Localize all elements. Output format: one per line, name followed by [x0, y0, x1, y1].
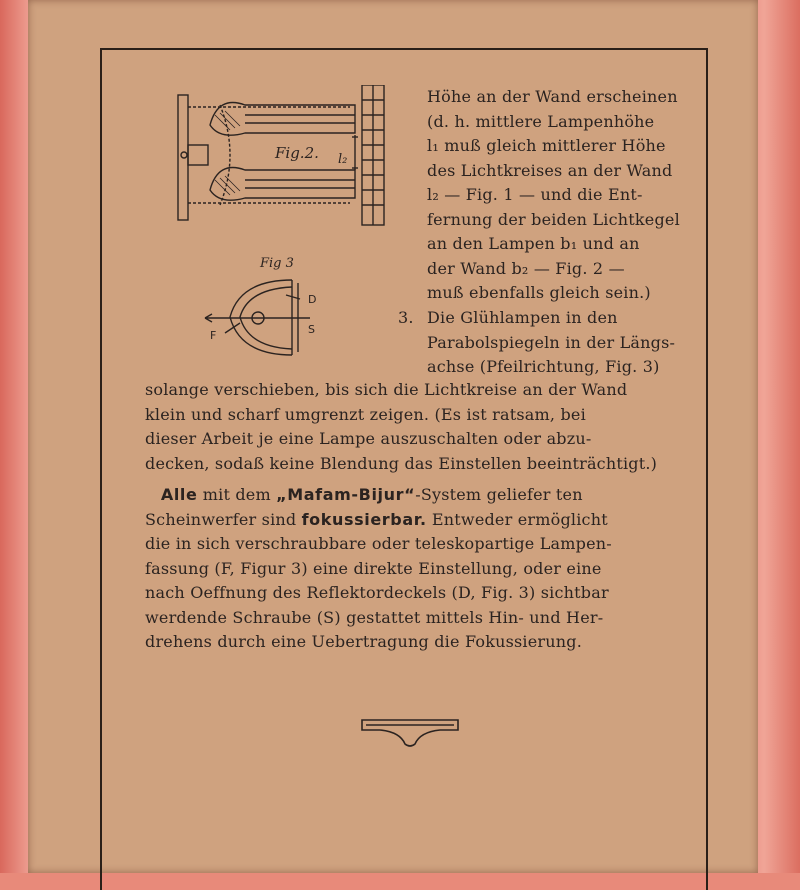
- text-line: Höhe an der Wand erscheinen: [427, 87, 678, 106]
- figure-2-diagram: [150, 85, 395, 230]
- text-line: des Lichtkreises an der Wand: [427, 160, 673, 180]
- figure-3-label: Fig 3: [260, 256, 294, 271]
- text-line: [145, 508, 685, 533]
- text-line: achse (Pfeilrichtung, Fig. 3): [427, 357, 660, 376]
- text-line: l₂ — Fig. 1 — und die Ent-: [427, 185, 643, 204]
- figure-3-letter-d: D: [308, 293, 317, 306]
- text-line: die in sich verschraubbare oder teleskopartige Lampen-: [145, 534, 612, 553]
- text-line: Parabolspiegeln in der Längs-: [427, 332, 676, 352]
- text-line: drehens durch eine Uebertragung die Fokussierung.: [145, 632, 583, 651]
- full-width-paragraph: [145, 378, 685, 476]
- text-fragment: Scheinwerfer sind: [145, 509, 302, 529]
- brand-name: „Mafam-Bijur“: [276, 485, 416, 504]
- text-line: l₁ muß gleich mittlerer Höhe: [427, 136, 666, 155]
- text-fragment: Entweder ermöglicht: [426, 509, 608, 529]
- text-fragment: -System geliefer ten: [415, 485, 583, 504]
- right-column-text: [427, 85, 682, 306]
- text-line: dieser Arbeit je eine Lampe auszuschalten oder abzu-: [145, 429, 592, 448]
- figure-2-l2-label: l₂: [338, 152, 348, 167]
- ornament-icon: [360, 716, 460, 750]
- text-line: Die Glühlampen in den: [427, 308, 618, 327]
- text-fragment: mit dem: [197, 485, 277, 504]
- list-item-number: 3.: [398, 308, 414, 327]
- text-line: an den Lampen b₁ und an: [427, 234, 640, 253]
- text-line: (d. h. mittlere Lampenhöhe: [427, 111, 655, 131]
- figure-3-diagram: [200, 255, 320, 365]
- figure-2-label: Fig.2.: [275, 144, 319, 162]
- text-line: solange verschieben, bis sich die Lichtkreise an der Wand: [145, 380, 628, 399]
- text-line: klein und scharf umgrenzt zeigen. (Es ist ratsam, bei: [145, 404, 586, 424]
- bold-word-alle: Alle: [160, 485, 198, 504]
- text-line: fassung (F, Figur 3) eine direkte Einstellung, oder eine: [145, 558, 602, 578]
- figure-3-letter-f: F: [210, 329, 217, 342]
- figure-3-letter-s: S: [308, 323, 315, 336]
- text-line: werdende Schraube (S) gestattet mittels Hin- und Her-: [145, 607, 604, 627]
- text-line: der Wand b₂ — Fig. 2 —: [427, 258, 625, 278]
- text-line: fernung der beiden Lichtkegel: [427, 209, 680, 229]
- text-line: decken, sodaß keine Blendung das Einstellen beeinträchtigt.): [145, 453, 658, 473]
- text-line: muß ebenfalls gleich sein.): [427, 283, 651, 302]
- text-line: [145, 483, 685, 508]
- bold-word-fokussierbar: fokussierbar.: [301, 509, 427, 529]
- paragraph-mafam-bijur: [145, 483, 685, 655]
- text-line: nach Oeffnung des Reflektordeckels (D, Fig. 3) sichtbar: [145, 583, 609, 602]
